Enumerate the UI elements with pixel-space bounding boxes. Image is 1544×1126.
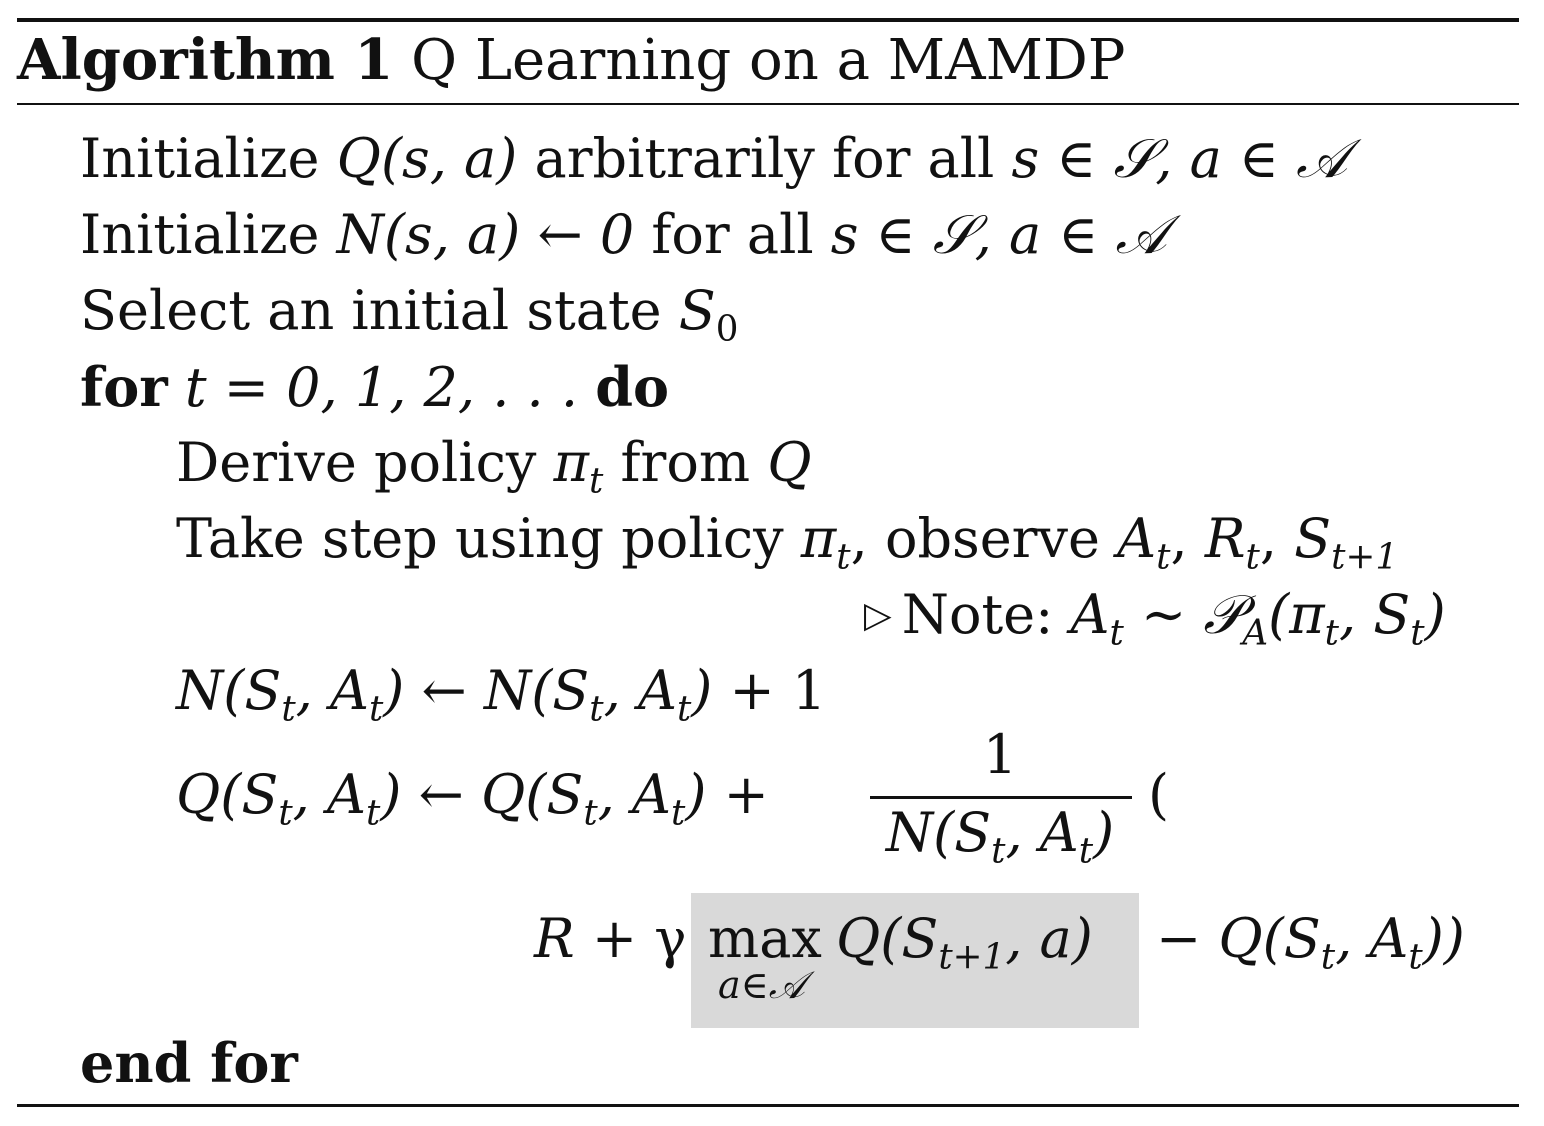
algorithm-label: Algorithm 1 <box>17 27 394 93</box>
init-n-cond-s: s ∈ 𝒮, <box>830 203 992 266</box>
select-state-line <box>80 279 739 350</box>
for-expr: t = 0, 1, 2, . . . <box>184 356 579 419</box>
update-n-plus-one: + 1 <box>729 659 827 722</box>
for-keyword: for <box>80 355 168 419</box>
max-operator: max <box>708 907 822 970</box>
note-args: (π <box>1268 583 1325 646</box>
algorithm-title: Q Learning on a MAMDP <box>411 28 1126 93</box>
target-plus-gamma: + γ <box>591 907 687 970</box>
derive-q: Q <box>767 431 812 494</box>
update-n-arrow: ← <box>421 659 467 722</box>
derive-pi: π <box>553 431 590 494</box>
denominator-s-sub: t <box>991 830 1006 872</box>
init-n-rest: for all <box>651 203 814 266</box>
minus-q-s-sub: t <box>1320 936 1336 978</box>
denominator-n: N(S <box>885 801 992 864</box>
note-label: Note: <box>901 583 1054 646</box>
init-n-text: Initialize <box>80 203 320 266</box>
derive-text: Derive policy <box>176 431 537 494</box>
note-tilde: ∼ <box>1140 583 1187 646</box>
select-var: S <box>678 279 716 342</box>
denominator-a-sub: t <box>1078 830 1094 872</box>
note-a: A <box>1070 583 1110 646</box>
note-s-sub: t <box>1410 612 1425 654</box>
init-q-expr: Q(s, a) <box>336 127 518 190</box>
update-n-lhs: N(S <box>176 659 282 722</box>
max-subscript: a∈𝒜 <box>718 963 805 1007</box>
update-q-rhs-a-sub: t <box>671 792 686 834</box>
update-n-rhs: N(S <box>483 659 590 722</box>
obs-a: A <box>1117 507 1157 570</box>
init-q-cond-a: a ∈ 𝒜 <box>1189 127 1348 190</box>
do-keyword: do <box>595 355 669 419</box>
obs-s-sub: t+1 <box>1331 536 1398 578</box>
update-q-plus: + <box>723 763 769 826</box>
update-q-rhs-s-sub: t <box>583 792 598 834</box>
update-n-line: $N(S_t$, $A_t$) ← $N(S_t$, $A_t) + 1$ <box>176 659 827 730</box>
max-q: Q(S <box>836 907 939 970</box>
note-comment: ▷ Note: $A_t$ ∼ $𝒫_A(\pi_t$, $S_t$) <box>864 583 1446 654</box>
update-n-rhs-a-sub: t <box>676 688 692 730</box>
top-rule <box>17 18 1519 22</box>
select-text: Select an initial state <box>80 279 662 342</box>
derive-rest: from <box>620 431 751 494</box>
update-q-rhs: Q(S <box>481 763 584 826</box>
fraction-numerator: 1 <box>982 723 1018 786</box>
update-q-line: $Q(S_t$, $A_t$) ← $Q(S_t$, $A_t$) + <box>176 763 769 834</box>
init-q-text: Initialize <box>80 127 320 190</box>
header-rule <box>17 103 1519 105</box>
open-paren: ( <box>1148 763 1170 826</box>
update-q-lhs-a-sub: t <box>366 792 381 834</box>
obs-s: S <box>1294 507 1332 570</box>
algorithm-header <box>17 27 1126 93</box>
max-q-s-sub: t+1 <box>938 936 1006 978</box>
target-r-gamma <box>534 907 687 970</box>
select-sub: 0 <box>715 308 739 350</box>
note-p-sub: A <box>1242 612 1269 654</box>
note-a-sub: t <box>1109 612 1124 654</box>
note-p: 𝒫 <box>1203 583 1243 646</box>
init-q-cond-s: s ∈ 𝒮, <box>1011 127 1173 190</box>
target-r: R <box>534 907 575 970</box>
init-q-rest: arbitrarily for all <box>534 127 995 190</box>
take-step-pi-sub: t <box>836 536 851 578</box>
init-n-line <box>80 203 1167 266</box>
obs-a-sub: t <box>1156 536 1171 578</box>
update-n-rhs-s-sub: t <box>589 688 604 730</box>
max-q-term: $Q(S_{t+1}$, a) <box>836 907 1093 978</box>
bottom-rule <box>17 1104 1519 1107</box>
take-step-text: Take step using policy <box>176 507 784 570</box>
minus-q: − Q(S <box>1156 907 1321 970</box>
obs-r: R <box>1204 507 1246 570</box>
derive-pi-sub: t <box>589 460 604 502</box>
minus-q-term: − $Q(S_t$, $A_t$)) <box>1156 907 1465 978</box>
obs-r-sub: t <box>1245 536 1260 578</box>
end-for: end for <box>80 1031 298 1095</box>
take-step-pi: π <box>800 507 837 570</box>
take-step-observe: , observe <box>850 507 1100 570</box>
fraction-bar <box>870 796 1132 799</box>
init-q-line <box>80 127 1348 190</box>
for-line <box>80 355 669 419</box>
update-n-lhs-a-sub: t <box>368 688 384 730</box>
triangle-right-icon: ▷ <box>864 595 892 636</box>
init-n-expr: N(s, a) ← 0 <box>336 203 635 266</box>
fraction-denominator: $N(S_t$, $A_t$) <box>885 801 1115 872</box>
update-q-lhs-s-sub: t <box>278 792 293 834</box>
update-n-lhs-s-sub: t <box>281 688 296 730</box>
init-n-cond-a: a ∈ 𝒜 <box>1008 203 1167 266</box>
update-q-lhs: Q(S <box>176 763 279 826</box>
derive-line <box>176 431 812 502</box>
minus-q-a-sub: t <box>1408 936 1423 978</box>
note-pi-sub: t <box>1324 612 1339 654</box>
take-step-line: Take step using policy $\pi_t$, observe $A_t$, $R_t$, $S_{t+1}$ <box>176 507 1398 578</box>
update-q-arrow: ← <box>418 763 464 826</box>
